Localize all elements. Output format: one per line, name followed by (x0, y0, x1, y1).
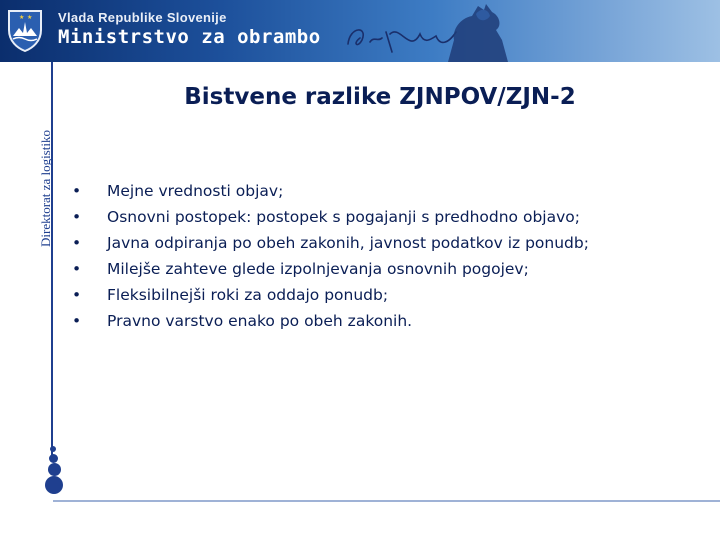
list-item (70, 178, 589, 204)
bullet-list (70, 178, 589, 334)
sidebar-divider (51, 62, 53, 462)
svg-text:★: ★ (27, 14, 33, 21)
government-subtitle: Vlada Republike Slovenije (58, 10, 227, 25)
bullet-text: Fleksibilnejši roki za oddajo ponudb; (107, 286, 389, 304)
footer-divider (53, 500, 720, 502)
list-item (70, 230, 589, 256)
bullet-text: Milejše zahteve glede izpolnjevanja osnovnih pogojev; (107, 260, 529, 278)
header-banner (0, 0, 720, 62)
svg-text:★: ★ (19, 14, 25, 21)
coat-of-arms-icon (5, 8, 45, 52)
list-item (70, 282, 589, 308)
bullet-marker: • (72, 260, 82, 278)
bullet-text: Javna odpiranja po obeh zakonih, javnost podatkov iz ponudb; (107, 234, 589, 252)
directorate-label: Direktorat za logistiko (38, 130, 53, 247)
list-item (70, 308, 589, 334)
bullet-marker: • (72, 286, 82, 304)
list-item (70, 256, 589, 282)
bullet-text: Pravno varstvo enako po obeh zakonih. (107, 312, 413, 330)
slide-title: Bistvene razlike ZJNPOV/ZJN-2 (184, 84, 576, 110)
horse-statue-icon (438, 0, 528, 62)
bullet-text: Osnovni postopek: postopek s pogajanji s predhodno objavo; (107, 208, 580, 226)
bullet-text: Mejne vrednosti objav; (107, 182, 284, 200)
bullet-marker: • (72, 312, 82, 330)
ministry-title: Ministrstvo za obrambo (58, 26, 321, 48)
bullet-marker: • (72, 182, 82, 200)
bullet-marker: • (72, 208, 82, 226)
bullet-marker: • (72, 234, 82, 252)
list-item (70, 204, 589, 230)
